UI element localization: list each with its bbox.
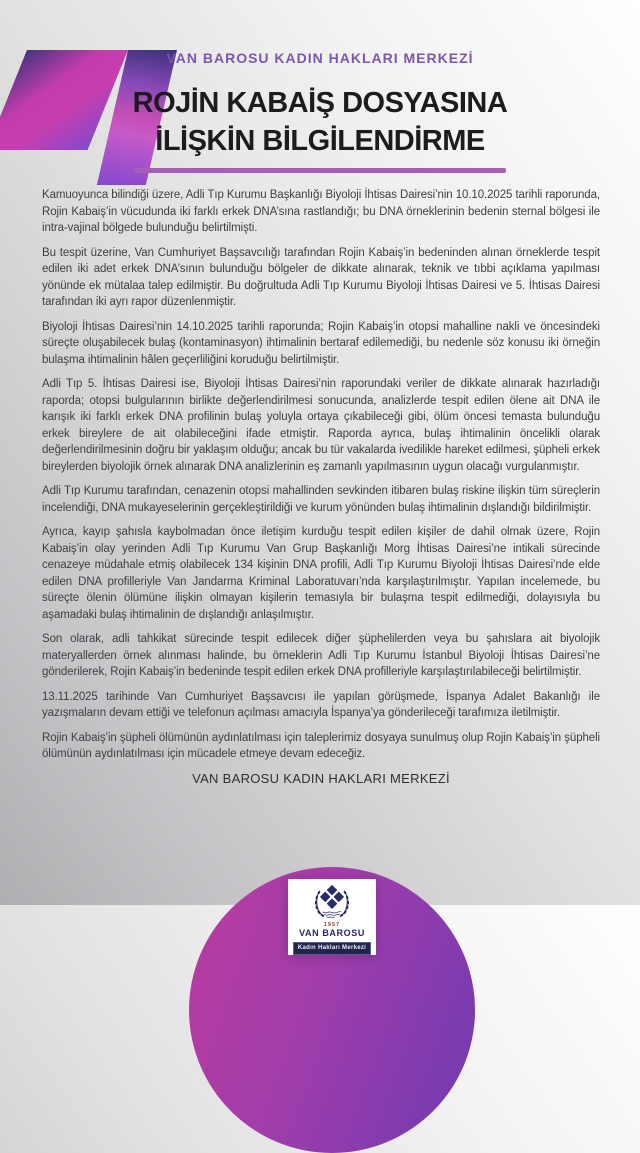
logo-year: 1957 [323, 922, 341, 928]
body-paragraph: Ayrıca, kayıp şahısla kaybolmadan önce iletişim kurduğu tespit edilen kişiler de dahil olmak üzere, Rojin Kabaiş’in olay yerinden Adli Tıp Kurumu Van Grup Başkanlığı Morg İhtisas Dairesi’ne intikali sürecinde cenazeye müdahale etmiş olabilecek 134 kişinin DNA profili, Adli Tıp Kurumu Biyoloji İhtisas Dairesi’nde elde edilen DNA profilleriyle Van Jandarma Kriminal Laboratuvarı’nda karşılaştırılmıştır. Yapılan incelemede, bu süreçte ölenin ölümüne ilişkin olmayan kişilerin temasıyla bir bulaşma tespit edilmediği, dolayısıyla bu aşamadaki bulaş ihtimalinin de dışlandığı anlaşılmıştır. [42, 526, 600, 621]
page-title-line-1: ROJİN KABAİŞ DOSYASINA [132, 87, 508, 119]
body-paragraph: Adli Tıp Kurumu tarafından, cenazenin otopsi mahallinden sevkinden itibaren bulaş riskine ilişkin tüm süreçlerin incelendiği, DNA mukayeselerinin gerçekleştirildiği ve kurum yönünden bulaş ihtimalinin dışlandığı bildirilmiştir. [42, 485, 600, 514]
signature-line: VAN BAROSU KADIN HAKLARI MERKEZİ [192, 770, 450, 786]
body-paragraph: Bu tespit üzerine, Van Cumhuriyet Başsavcılığı tarafından Rojin Kabaiş’in bedeninden alınan örneklerde tespit edilen iki adet erkek DNA’sının bulunduğu bölgeler de dikkate alınarak, teknik ve tıbbi açıklama yapılması yönünde ek mütalaa talep edilmiştir. Bu doğrultuda Adli Tıp Kurumu Biyoloji İhtisas Dairesi ve 5. İhtisas Dairesi tarafından iki ayrı rapor düzenlenmiştir. [42, 246, 600, 308]
bar-association-emblem-icon [305, 882, 359, 921]
body-paragraph: Son olarak, adli tahkikat sürecinde tespit edilecek diğer şüphelilerden veya bu şahıslara ait biyolojik materyallerden örnek alınması halinde, bu örneklerin Adli Tıp Kurumu İstanbul Biyoloji İhtisas Dairesi’ne gönderilerek, Rojin Kabaiş’in bedeninde tespit edilen erkek DNA profilleriyle karşılaştırılabileceği belirtilmiştir. [42, 633, 600, 678]
announcement-poster [0, 50, 640, 955]
page-title [0, 84, 640, 160]
body-paragraph: 13.11.2025 tarihinde Van Cumhuriyet Başsavcısı ile yapılan görüşmede, İspanya Adalet Bakanlığı ile yazışmaların devam ettiği ve telefonun açılması amacıyla İspanya’ya gönderileceği tarafımıza iletilmiştir. [42, 690, 600, 719]
body-paragraph: Kamuoyunca bilindiği üzere, Adli Tıp Kurumu Başkanlığı Biyoloji İhtisas Dairesi’nin 10.10.2025 tarihli raporunda, Rojin Kabaiş’in vücudunda iki farklı erkek DNA’sına rastlandığı; bu DNA örneklerinin bedenin sternal bölgesi ile intra-vajinal bölgede bulunduğu belirtilmişti. [42, 189, 600, 234]
logo-name: VAN BAROSU [299, 928, 365, 938]
logo-card [288, 879, 376, 955]
body-paragraph: Rojin Kabaiş’in şüpheli ölümünün aydınlatılması için taleplerimiz dosyaya sunulmuş olup Rojin Kabaiş’in şüpheli ölümünün aydınlatılması için mücadele etmeye devam edeceğiz. [42, 731, 600, 760]
body-paragraph: Adli Tıp 5. İhtisas Dairesi ise, Biyoloji İhtisas Dairesi’nin raporundaki veriler de dikkate alınarak hazırladığı raporda; otopsi bulgularının birlikte değerlendirilmesi sonucunda, analizlerde tespit edilen ölene ait DNA ile karışık iki farklı erkek DNA profilinin bulaş yoluyla ortaya çıkabileceği gibi, ölüm öncesi temasta bulunduğu erkek bireylere de ait olabileceğini ifade etmiştir. Raporda ayrıca, bulaş ihtimalinin öncelikli olarak değerlendirilmesinin doğru bir yaklaşım olduğu; ancak bu tür vakalarda ivedilikle hareket edilmesi, şüpheli erkek bireylerden biyolojik örnek alınarak DNA analizlerinin eş zamanlı yapılmasının uygun olacağı vurgulanmıştır. [42, 378, 600, 473]
body-paragraph: Biyoloji İhtisas Dairesi’nin 14.10.2025 tarihli raporunda; Rojin Kabaiş’in otopsi mahalline nakli ve öncesindeki süreçte oluşabilecek bulaş (kontaminasyon) ihtimalinin bertaraf edilemediği, bu nedenle söz konusu iki örneğin bulaşma ihtimalinin hâlen geçerliliğini koruduğu belirtilmiştir. [42, 320, 600, 366]
org-kicker: VAN BAROSU KADIN HAKLARI MERKEZİ [166, 50, 474, 66]
page-title-line-2: İLİŞKİN BİLGİLENDİRME [155, 125, 485, 157]
logo-badge: Kadın Hakları Merkezi [293, 942, 371, 955]
document-body [42, 187, 600, 787]
title-underline [134, 168, 506, 173]
